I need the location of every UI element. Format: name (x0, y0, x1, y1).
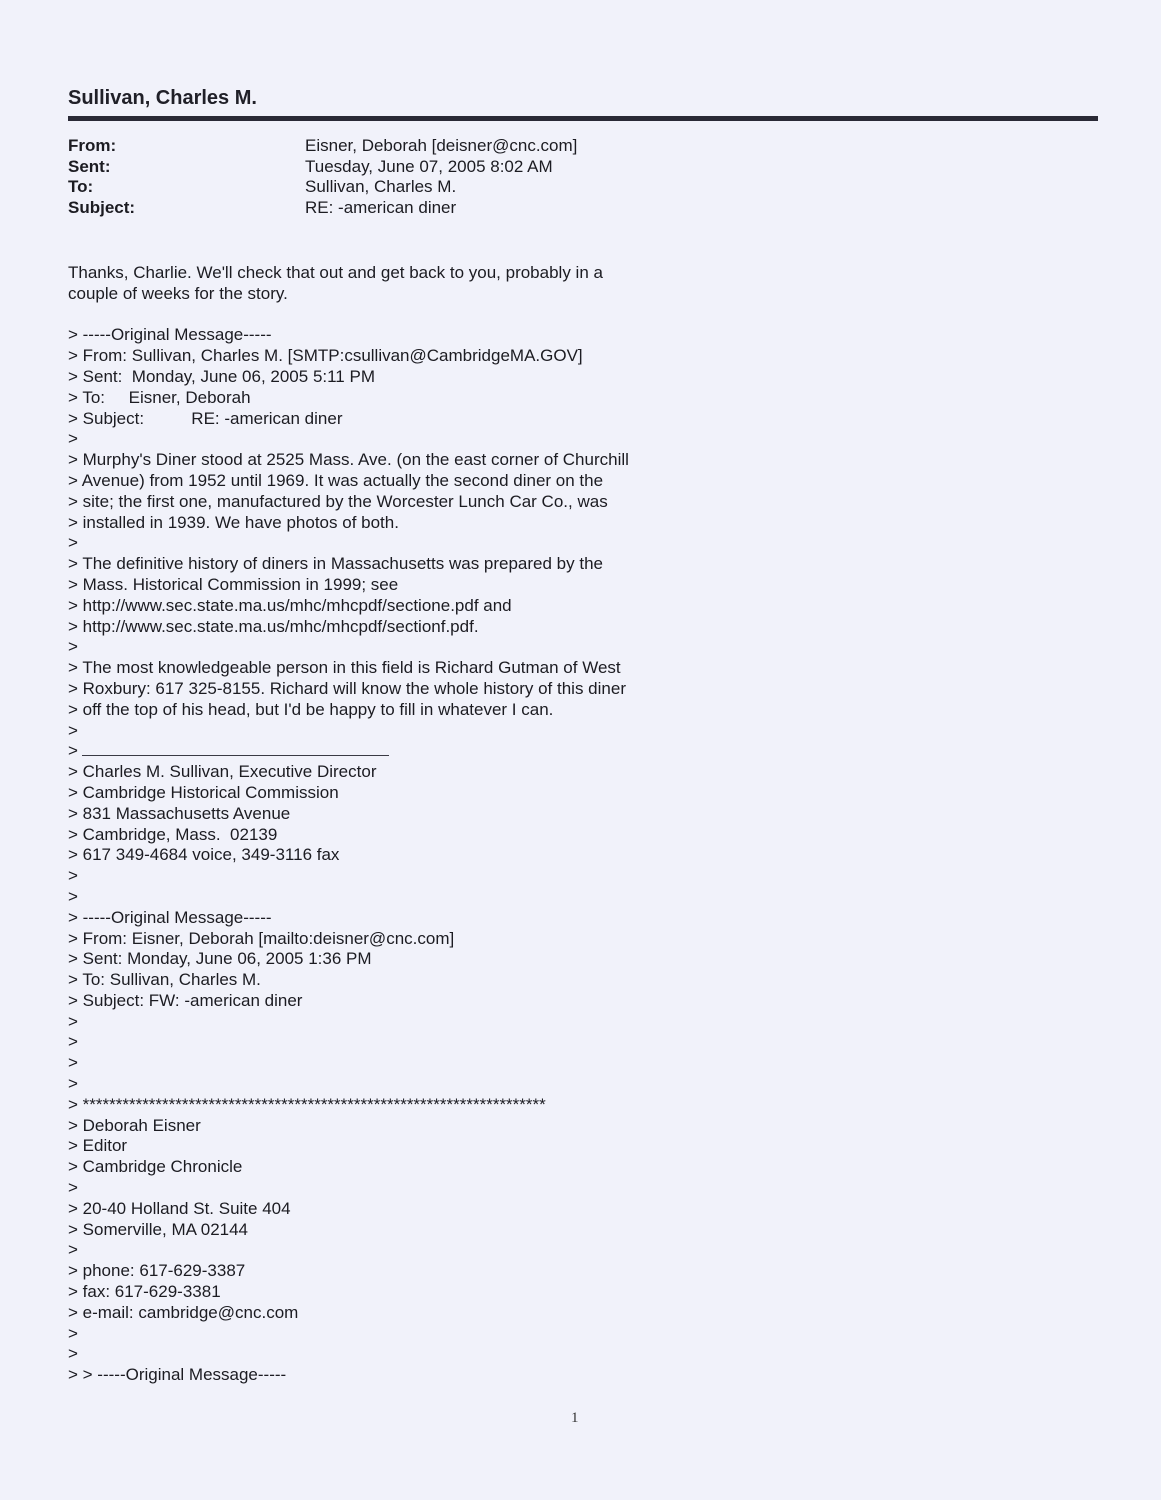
body-line: > (68, 1344, 78, 1364)
to-value: Sullivan, Charles M. (305, 177, 457, 196)
body-line: > http://www.sec.state.ma.us/mhc/mhcpdf/sectionf.pdf. (68, 616, 479, 636)
body-line: > > -----Original Message----- (68, 1365, 287, 1385)
body-line: > (68, 1053, 78, 1073)
signature-rule (82, 741, 389, 756)
body-line: > 831 Massachusetts Avenue (68, 803, 291, 823)
body-line: > Mass. Historical Commission in 1999; see (68, 574, 399, 594)
page-number: 1 (571, 1410, 579, 1426)
body-line: > (68, 533, 78, 553)
body-line: > Somerville, MA 02144 (68, 1219, 249, 1239)
email-body (68, 263, 768, 1386)
body-line: > Editor (68, 1136, 128, 1156)
body-line: > (68, 1178, 78, 1198)
body-line: > http://www.sec.state.ma.us/mhc/mhcpdf/sectione.pdf and (68, 595, 512, 615)
body-line: > site; the first one, manufactured by the Worcester Lunch Car Co., was (68, 491, 608, 511)
body-line: > phone: 617-629-3387 (68, 1261, 246, 1281)
body-line: > 617 349-4684 voice, 349-3116 fax (68, 845, 340, 865)
body-line (68, 305, 768, 326)
subject-label: Subject: (68, 197, 136, 217)
body-line: > Murphy's Diner stood at 2525 Mass. Ave. (on the east corner of Churchill (68, 450, 629, 470)
body-line: > (68, 866, 78, 886)
title-divider (68, 116, 1098, 121)
body-line: > (68, 1011, 78, 1031)
body-line: > Sent: Monday, June 06, 2005 5:11 PM (68, 366, 375, 386)
body-line: > ********************************************************************** (68, 1094, 546, 1114)
document-title: Sullivan, Charles M. (68, 87, 257, 109)
body-line: Thanks, Charlie. We'll check that out and get back to you, probably in a (68, 263, 603, 282)
body-line: > (68, 429, 78, 449)
body-line: > Subject: FW: -american diner (68, 990, 303, 1010)
body-line: > The most knowledgeable person in this field is Richard Gutman of West (68, 658, 621, 678)
body-line: > Roxbury: 617 325-8155. Richard will know the whole history of this diner (68, 678, 626, 698)
body-line: > -----Original Message----- (68, 325, 272, 345)
body-line: > Charles M. Sullivan, Executive Director (68, 762, 377, 782)
body-line (68, 741, 768, 762)
body-line: > Avenue) from 1952 until 1969. It was actually the second diner on the (68, 470, 604, 490)
quote-marker: > (68, 741, 78, 761)
body-line: > The definitive history of diners in Massachusetts was prepared by the (68, 554, 603, 574)
body-line: > To: Sullivan, Charles M. (68, 970, 261, 990)
body-line: > From: Sullivan, Charles M. [SMTP:csullivan@CambridgeMA.GOV] (68, 346, 583, 366)
sent-label: Sent: (68, 156, 111, 176)
body-line: > Deborah Eisner (68, 1115, 201, 1135)
body-line: > (68, 1074, 78, 1094)
sent-value: Tuesday, June 07, 2005 8:02 AM (305, 156, 553, 176)
from-label: From: (68, 136, 117, 155)
body-line: > -----Original Message----- (68, 907, 272, 927)
body-line: > Subject: RE: -american diner (68, 408, 343, 428)
body-line: couple of weeks for the story. (68, 283, 288, 303)
body-line: > off the top of his head, but I'd be happy to fill in whatever I can. (68, 699, 554, 719)
body-line: > From: Eisner, Deborah [mailto:deisner@cnc.com] (68, 928, 455, 948)
body-line: > To: Eisner, Deborah (68, 387, 251, 407)
body-line: > Cambridge Chronicle (68, 1157, 243, 1177)
body-line: > Cambridge Historical Commission (68, 782, 339, 802)
body-line: > e-mail: cambridge@cnc.com (68, 1302, 299, 1322)
body-line: > (68, 1323, 78, 1343)
from-value: Eisner, Deborah [deisner@cnc.com] (305, 136, 578, 155)
body-line: > (68, 1032, 78, 1052)
body-line: > 20-40 Holland St. Suite 404 (68, 1198, 291, 1218)
body-line: > (68, 886, 78, 906)
body-line: > fax: 617-629-3381 (68, 1282, 221, 1302)
to-label: To: (68, 177, 94, 196)
body-line: > (68, 720, 78, 740)
body-line: > Sent: Monday, June 06, 2005 1:36 PM (68, 949, 372, 969)
body-line: > (68, 1240, 78, 1260)
body-line: > Cambridge, Mass. 02139 (68, 824, 278, 844)
body-line: > (68, 637, 78, 657)
subject-value: RE: -american diner (305, 197, 457, 217)
body-line: > installed in 1939. We have photos of both. (68, 512, 399, 532)
